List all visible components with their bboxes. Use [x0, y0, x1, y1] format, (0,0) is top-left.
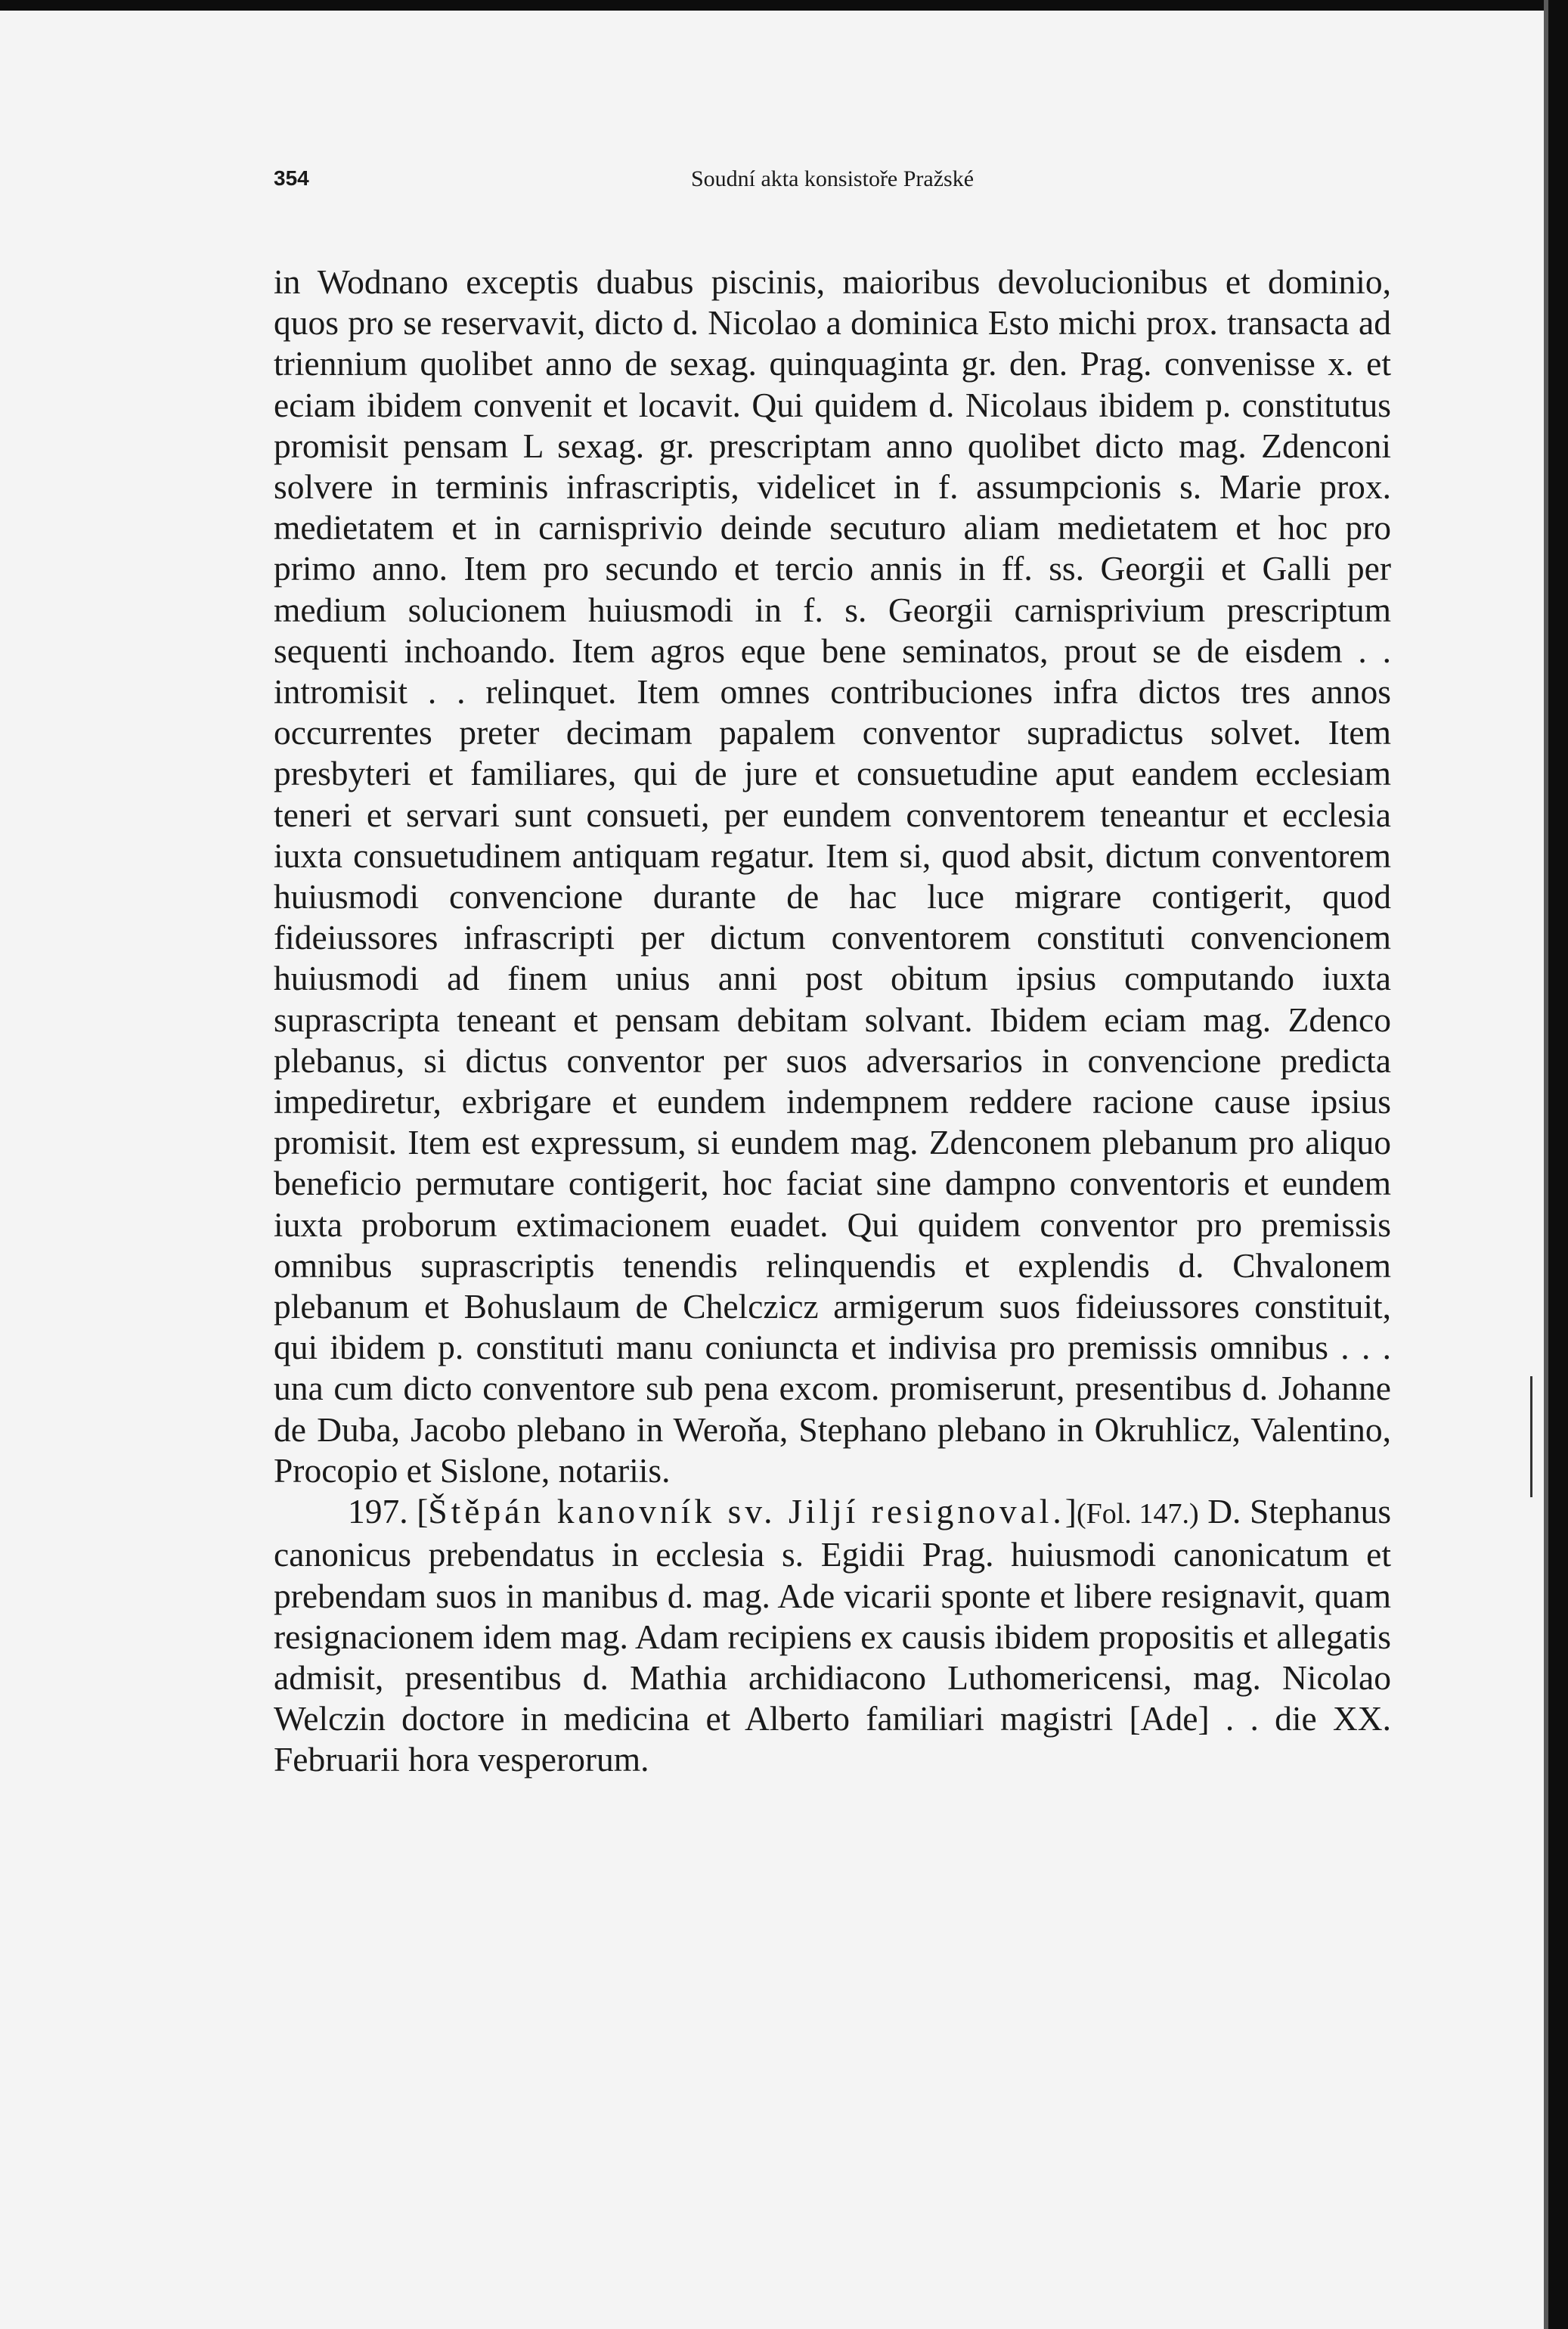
page-number: 354 — [274, 166, 309, 190]
page-edge-mark — [1530, 1376, 1532, 1497]
running-title: Soudní akta konsistoře Pražské — [690, 166, 975, 191]
book-page — [274, 166, 1391, 1781]
continued-paragraph: in Wodnano exceptis duabus piscinis, maioribus devolucionibus et dominio, quos pro se reservavit, dicto d. Nicolao a dominica Esto michi prox. transacta ad triennium quolibet anno de sexag. quinquaginta gr. den. Prag. convenisse x. et eciam ibidem convenit et locavit. Qui quidem d. Nicolaus ibidem p. constitutus promisit pensam L sexag. gr. prescriptam anno quolibet dicto mag. Zdenconi solvere in terminis infrascriptis, videlicet in f. assumpcionis s. Marie prox. medietatem et in carnisprivio deinde secuturo aliam medietatem et hoc pro primo anno. Item pro secundo et tercio annis in ff. ss. Georgii et Galli per medium solucionem huiusmodi in f. s. Georgii carnisprivium prescriptum sequenti inchoando. Item agros eque bene seminatos, prout se de eisdem . . intromisit . . relinquet. Item omnes contribuciones infra dictos tres annos occurrentes preter decimam papalem conventor supradictus solvet. Item presbyteri et familiares, qui de jure et consuetudine aput eandem ecclesiam teneri et servari sunt consueti, per eundem conventorem teneantur et ecclesia iuxta consuetudinem antiquam regatur. Item si, quod absit, dictum conventorem huiusmodi convencione durante de hac luce migrare contigerit, quod fideiussores infrascripti per dictum conventorem constituti convencionem huiusmodi ad finem unius anni post obitum ipsius computando iuxta suprascripta teneant et pensam debitam solvant. Ibidem eciam mag. Zdenco plebanus, si dictus conventor per suos adversarios in convencione predicta impediretur, exbrigare et eundem indempnem reddere racione cause ipsius promisit. Item est expressum, si eundem mag. Zdenconem plebanum pro aliquo beneficio permutare contigerit, hoc faciat sine dampno conventoris et eundem iuxta proborum extimacionem euadet. Qui quidem conventor pro premissis omnibus suprascriptis tenendis relinquendis et explendis d. Chvalonem plebanum et Bohuslaum de Chelczicz armigerum suos fideiussores constituit, qui ibidem p. constituti manu coniuncta et indivisa pro premissis omnibus . . . una cum dicto conventore sub pena excom. promiserunt, presentibus d. Johanne de Duba, Jacobo plebano in Weroňa, Stephano plebano in Okruhlicz, Valentino, Procopio et Sislone, notariis. — [274, 262, 1391, 1490]
entry-number: 197. — [348, 1492, 408, 1531]
scan-border-top — [0, 0, 1568, 11]
running-head — [274, 166, 1391, 204]
entry-197 — [274, 1491, 1391, 1780]
entry-heading: Štěpán kanovník sv. Jiljí resignoval. — [428, 1492, 1065, 1531]
entry-heading-close-bracket: ] — [1064, 1492, 1077, 1531]
entry-text: D. Stephanus canonicus prebendatus in ecclesia s. Egidii Prag. huiusmodi canonicatum et prebendam suos in manibus d. mag. Ade vicarii sponte et libere resignavit, quam resignacionem idem mag. Adam recipiens ex causis ibidem propositis et allegatis admisit, presentibus d. Mathia archidiacono Luthomericensi, mag. Nicolao Welczin doctore in medicina et Alberto familiari magistri [Ade] . . die XX. Februarii hora vesperorum. — [274, 1492, 1392, 1779]
entry-heading-open-bracket: [ — [417, 1492, 429, 1531]
scan-border-right — [1548, 0, 1568, 2329]
folio-reference: (Fol. 147.) — [1076, 1498, 1199, 1530]
body-text — [274, 262, 1391, 1781]
